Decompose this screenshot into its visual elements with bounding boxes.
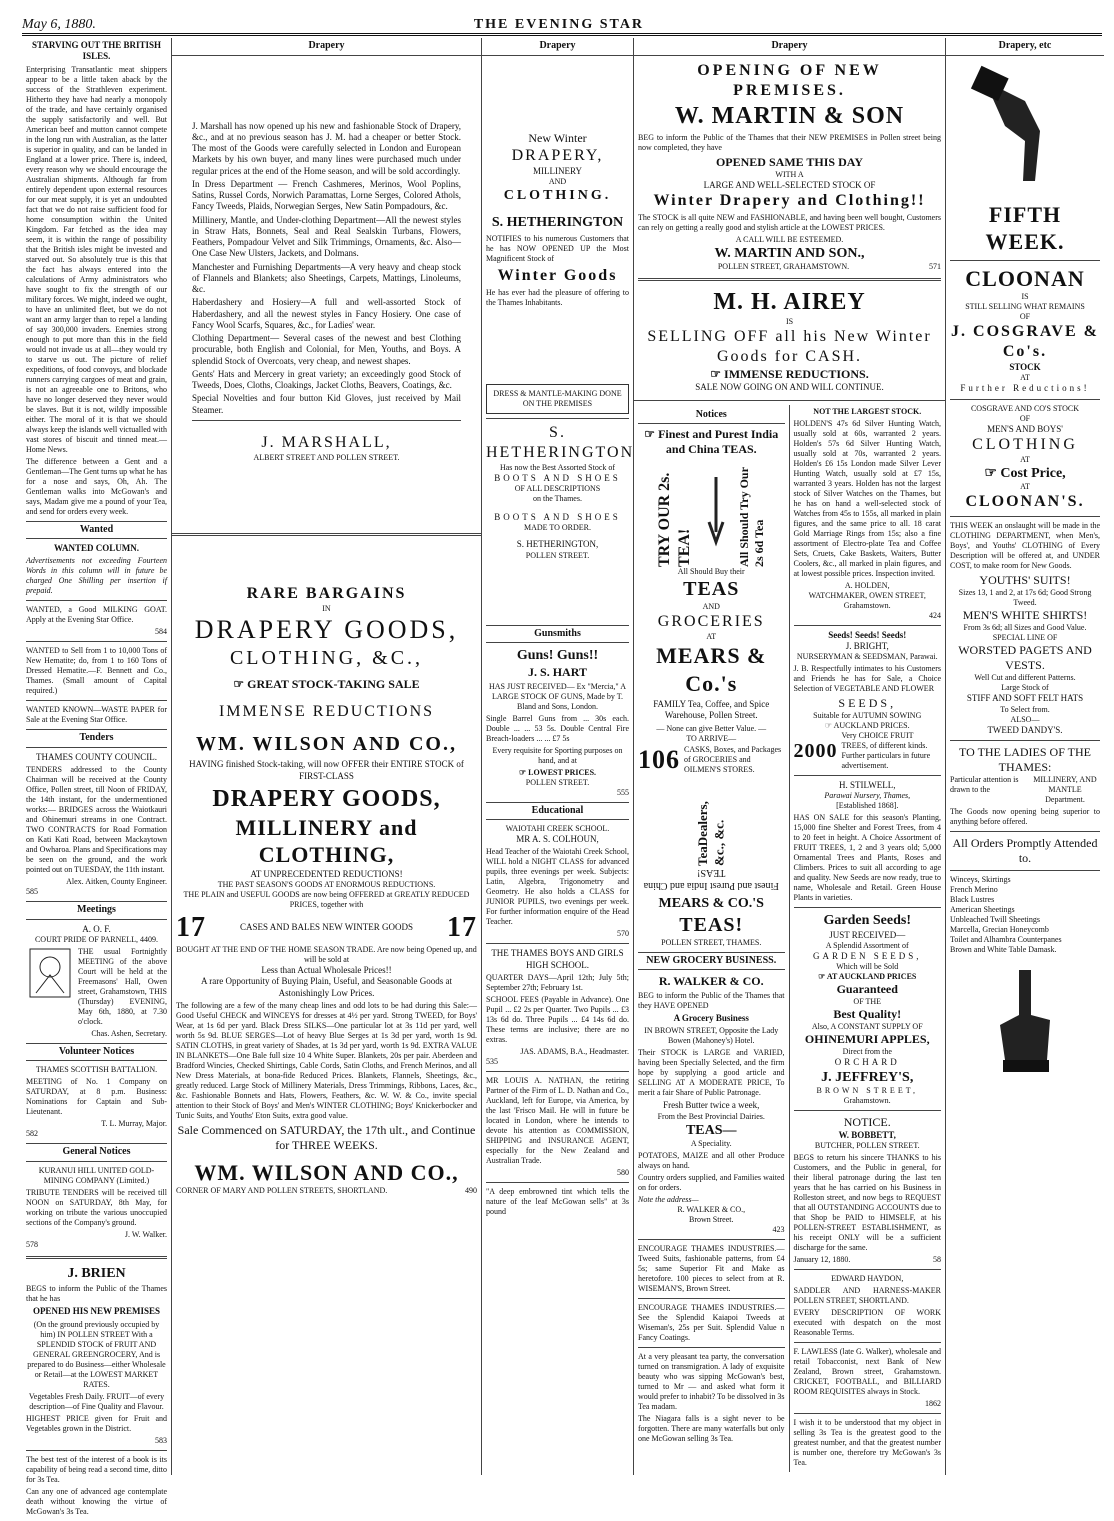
which-sold: Which will be Sold <box>836 962 899 972</box>
all-orders: All Orders Promptly Attended to. <box>952 835 1098 865</box>
and-word: AND <box>548 176 567 186</box>
council-title: THAMES COUNTY COUNCIL. <box>36 751 157 762</box>
martin-name: W. MARTIN & SON <box>674 102 905 129</box>
teas-heading-2: TEAS! <box>679 913 744 936</box>
meeting-signature: Chas. Ashen, Secretary. <box>91 1028 167 1038</box>
jeffreys-street: BROWN STREET, <box>816 1086 918 1095</box>
guns-heading: Guns! Guns!! <box>516 648 599 663</box>
bright-name: J. BRIGHT, <box>845 640 889 651</box>
notifies-text: NOTIFIES to his numerous Customers that he has NOW OPENED UP the Most Magnificent Stock of <box>486 233 629 263</box>
large-stock: LARGE AND WELL-SELECTED STOCK OF <box>703 179 876 190</box>
drapery-word: DRAPERY, <box>511 146 604 164</box>
column-4 <box>634 38 946 1475</box>
pointing-hand-icon: ☞ <box>233 677 248 692</box>
pointing-hand-icon: ☞ <box>984 465 1001 481</box>
section-notices: Notices <box>638 407 785 425</box>
country-orders: Country orders supplied, and Families waited on for orders. <box>638 1173 785 1192</box>
advanced-age-para: Can any one of advanced age contemplate death without knowing the virtue of McGowan's 3s Tea. <box>26 1486 167 1516</box>
stilwell-name: H. STILWELL, <box>838 780 896 790</box>
best-assorted: Has now the Best Assorted Stock of <box>499 462 616 472</box>
youths-suits: YOUTHS' SUITS! <box>979 573 1071 588</box>
saddler: SADDLER AND HARNESS-MAKER POLLEN STREET, SHORTLAND. <box>793 1286 941 1306</box>
hetherington-name-2: S. HETHERINGTON <box>486 423 635 461</box>
teas-heading: TEAS <box>683 578 740 600</box>
at-auckland: ☞ AT AUCKLAND PRICES <box>818 972 917 982</box>
nurseryman: NURSERYMAN & SEEDSMAN, Parawai. <box>796 652 938 661</box>
wilson-address: CORNER OF MARY AND POLLEN STREETS, SHORTLAND. <box>176 1186 388 1196</box>
cloonan-name: CLOONAN <box>965 265 1085 291</box>
list-item: Winceys, Skirtings <box>950 874 1011 884</box>
established: [Established 1868]. <box>836 801 899 811</box>
hart-received: HAS JUST RECEIVED— Ex "Mercia," A LARGE STOCK OF GUNS, Made by T. Bland and Sons, London. <box>488 681 627 711</box>
at-1: AT <box>1020 373 1030 383</box>
past-season: THE PAST SEASON'S GOODS AT ENORMOUS REDUCTIONS. <box>217 880 436 889</box>
brien-text2: (On the ground previously occupied by him) IN POLLEN STREET With a SPLENDID STOCK of FRUIT AND GENERAL GREENGROCERY, And is prepared to do Business—either Wholesale or Retail—at the LOWEST MARKET RATES. <box>27 1319 166 1389</box>
also-supply: Also, A CONSTANT SUPPLY OF <box>811 1022 923 1032</box>
airey-name: M. H. AIREY <box>713 289 866 316</box>
this-week: THIS WEEK an onslaught will be made in the CLOTHING DEPARTMENT, when Men's, Boys', and Youths' CLOTHING of Every Description will be offered at, and UNDER COST, to make room for New Goods. <box>950 521 1100 571</box>
cloonan-is: IS <box>1021 292 1029 301</box>
immense-reductions: IMMENSE REDUCTIONS <box>218 703 435 721</box>
boots-shoes-2: BOOTS AND SHOES <box>494 512 621 522</box>
well-cut: Well Cut and different Patterns. <box>974 673 1076 683</box>
wanted-waste-paper: WANTED KNOWN—WASTE PAPER for Sale at the Evening Star Office. <box>26 705 167 725</box>
cosgrave-stock: COSGRAVE AND CO'S STOCK <box>970 403 1080 413</box>
in-label: IN <box>322 603 331 613</box>
fruit-trees: Very CHOICE FRUIT TREES, of different kinds. Further particulars in future advertisement. <box>841 731 931 770</box>
cloonans: CLOONAN'S. <box>965 493 1085 511</box>
marshall-intro: J. Marshall has now opened up his new and fashionable Stock of Drapery, &c., and at no previous season has J. M. had a cheaper or better Stock. The most of the Goods were carefully selected in London and European Markets by his own buyer, and many lines were purchased much under regular prices at the end of the Home season, and will be sold accordingly. <box>192 120 461 176</box>
martin-address: POLLEN STREET, GRAHAMSTOWN. <box>717 262 850 272</box>
bright-text: J. B. Respectfully intimates to his Customers and Friends he has for Sale, a Choice Selection of VEGETABLE AND FLOWER <box>793 664 941 693</box>
with-a: WITH A <box>775 169 804 179</box>
made-to-order: MADE TO ORDER. <box>523 523 592 533</box>
seventeen-right: 17 <box>447 912 477 943</box>
guns-list: Single Barrel Guns from ... 30s each. Double ... ... 53 5s. Double Central Fire Breach-loaders ... ... £7 5s <box>486 713 629 743</box>
family-warehouse: FAMILY Tea, Coffee, and Spice Warehouse, Pollen Street. <box>653 699 770 721</box>
drapery-goods-heading: DRAPERY GOODS, <box>194 614 459 644</box>
parawai-nursery: Parawai Nursery, Thames, <box>824 791 911 801</box>
try-our-tea: TRY OUR 2s. TEA! <box>656 472 694 567</box>
of-2: OF <box>1019 413 1031 423</box>
jeffreys-town: Grahamstown. <box>843 1096 891 1105</box>
tea-party: At a very pleasant tea party, the conversation turned on transmigration. A lady of exquisite beauty who was sipping McGowan's best, turned to Mr — and asked what form it would prefer to inhabit? To be dissolved in 3s Tea madam. <box>638 1352 785 1411</box>
walker-text: BEG to inform the Public of the Thames that they HAVE OPENED <box>638 991 785 1010</box>
pointing-hand-icon: ☞ <box>818 972 827 982</box>
bobbett-date: January 12, 1880. <box>793 1255 851 1265</box>
section-volunteer: Volunteer Notices <box>26 1043 167 1062</box>
also-label: ALSO— <box>1010 714 1040 724</box>
holden-address: WATCHMAKER, OWEN STREET, Grahamstown. <box>808 590 926 610</box>
airey-immense: ☞ IMMENSE REDUCTIONS. <box>710 367 869 382</box>
butcher: BUTCHER, POLLEN STREET. <box>814 1141 920 1151</box>
battalion-title: THAMES SCOTTISH BATTALION. <box>35 1065 158 1075</box>
white-shirts: MEN'S WHITE SHIRTS! <box>962 608 1088 623</box>
cases-bales: CASES AND BALES NEW WINTER GOODS <box>240 921 413 932</box>
seeds-heading: Seeds! Seeds! Seeds! <box>828 629 907 640</box>
marshall-haberdashery: Haberdashery and Hosiery—A full and well-assorted Stock of Haberdashery, and all the newest styles in Fancy Hosiery. One case of Fancy Wool Scarfs, Squares, &c., for Ladies' wear. <box>192 297 461 330</box>
nathan-number: 580 <box>617 1167 629 1177</box>
pointing-hand-up-icon <box>985 965 1065 1075</box>
hart-pollen: POLLEN STREET. <box>525 777 590 787</box>
wanted-goat: WANTED, a Good MILKING GOAT. Apply at the Evening Star Office. <box>26 605 167 625</box>
marshall-manchester: Manchester and Furnishing Departments—A very heavy and cheap stock of Flannels and Blankets; also Sheetings, Carpets, Mattings, Linoleums, &c. <box>192 261 461 294</box>
bought-text: BOUGHT AT THE END OF THE HOME SEASON TRADE. Are now being Opened up, and will be sold at <box>176 945 477 964</box>
encourage-2: ENCOURAGE THAMES INDUSTRIES.—See the Splendid Kaiapoi Tweeds at Wiseman's, 25s per Suit. Splendid Value n Fancy Coatings. <box>638 1303 785 1342</box>
at-label: AT <box>706 632 717 641</box>
splendid-assortment: A Splendid Assortment of <box>825 941 909 950</box>
haydon-name: EDWARD HAYDON, <box>831 1274 904 1284</box>
article-title-starving: STARVING OUT THE BRITISH ISLES. <box>32 40 161 62</box>
marshall-dress: In Dress Department — French Cashmeres, Merinos, Wool Poplins, Satins, Russel Cords, Norwich Paramattas, Lorne Serges, Colored Athols, Fancy Tweeds, Plaids, Norwegian Serges, New Satin Pompadours, &c. <box>192 178 461 212</box>
masthead <box>22 14 1102 36</box>
of-1: OF <box>1019 312 1031 321</box>
section-drapery-2: Drapery <box>172 38 481 56</box>
fresh-butter: Fresh Butter twice a week, <box>663 1100 760 1111</box>
guaranteed: Guaranteed <box>836 982 898 997</box>
millinery-word: MILLINERY <box>533 165 582 176</box>
pollen-thames: POLLEN STREET, THAMES. <box>661 937 762 947</box>
lowest-prices: ☞ LOWEST PRICES. <box>518 767 597 777</box>
martin-name-2: W. MARTIN AND SON., <box>714 245 865 261</box>
i-wish: I wish it to be understood that my object in selling 3s Tea is the greatest good to the greatest number, and that the greatest number is number one, therefore try McGowan's 3s Tea. <box>793 1418 941 1468</box>
martin-number: 571 <box>928 262 941 272</box>
number-106: 106 <box>638 744 680 774</box>
brien-text3: Vegetables Fresh Daily. FRUIT—of every description—of Fine Quality and Flavour. <box>28 1391 165 1411</box>
and-label: AND <box>702 602 720 611</box>
best-test-para: The best test of the interest of a book is its capability of being read a second time, ditto for 3s Tea. <box>26 1454 167 1484</box>
notice-heading: NOTICE. <box>843 1115 891 1129</box>
column-2 <box>172 38 482 1475</box>
article-starving-text: Enterprising Transatlantic meat shippers appear to be a little taken aback by the success of the Strathleven experiment. Hitherto they have had nearly a monopoly of the trade, and have certainly organised the supply satisfactorily and well. But American beef and mutton cannot compete in the long run with Australian, as the latter is superior in quality, and can be landed in England at a lower price. There is, indeed, every reason why we should encourage the Australian shipments. Although far from entirely dependent upon external resources for our meat supply, it is yet an undoubted fact that we do not raise sufficient food for home consumption within the United Kingdom. Far fetched as the idea may seem, it is within the range of possibility that the British isles might be invested and starved out. So absolutely true is this that the fact has always entered into the calculations of Army administrators who have sought to fix the strength of our military forces. We might, indeed we ought, to have an unlimited fleet, but we do not want an army larger than to repel a landing of say 300,000 invaders. Enemies strong enough to put more than this in the field would not invade us at all—they would try to starve us out. The picture of relief expeditions, of food convoys, and blockade runners carrying cargoes of meat and grain, is not an agreeable one to Britons, who have no longer deserved they never would be slaves. But it is not, wildly impossible either. The moral of it is that we should always keep the islands well victualled with vast stores of biscuit and tinned meat.—Home News. <box>26 64 167 454</box>
millinery-mantle: MILLINERY, AND MANTLE Department. <box>1033 774 1097 804</box>
clothing-heading: CLOTHING, &C., <box>229 647 424 670</box>
colhoun-text: Head Teacher of the Waiotahi Creek School, WILL hold a NIGHT CLASS for advanced pupils, three evenings per week. Subjects: Latin, Algebra, Trigonometry and Geometry. He also holds a CLASS for JUNIOR PUPILS, two evenings per week. For further information enquire of the Head Teacher. <box>486 847 629 927</box>
bobbett-text: BEGS to return his sincere THANKS to his Customers, and the Public in general, for their liberal patronage during the last ten years that he has carried on his Business in Rolleston street, and now begs to REQUEST that all OUTSTANDING ACCOUNTS due to that Shop be PAID to HIMSELF, at his POLLEN-STREET ESTABLISHMENT, as his receipt ONLY will be a sufficient discharge for the same. <box>793 1153 941 1253</box>
wanted-column-text: Advertisements not exceeding Fourteen Words in this column will in future be charged One Shilling per insertion if prepaid. <box>26 556 167 596</box>
of-all-desc: OF ALL DESCRIPTIONS <box>514 484 601 493</box>
sizes: Sizes 13, 1 and 2, at 17s 6d; Good Strong Tweed. <box>958 588 1092 608</box>
rare-bargains: RARE BARGAINS <box>246 584 407 602</box>
further-reductions: Further Reductions! <box>960 383 1090 394</box>
speciality: A Speciality. <box>690 1139 732 1148</box>
winter-drapery-clothing: Winter Drapery and Clothing!! <box>653 191 926 209</box>
at-2: AT <box>1020 454 1030 464</box>
section-drapery-4: Drapery <box>634 38 945 56</box>
boots-shoes: BOOTS AND SHOES <box>494 472 621 483</box>
to-arrive: TO ARRIVE— <box>686 733 737 743</box>
goods-now-opening: The Goods now opening being superior to anything before offered. <box>950 806 1100 826</box>
battalion-number: 582 <box>26 1129 38 1139</box>
brien-opened: OPENED HIS NEW PREMISES <box>32 1306 161 1317</box>
pointing-hand-icon: ☞ <box>518 767 529 777</box>
marshall-name: J. MARSHALL, <box>261 433 392 451</box>
seeds-word: SEEDS, <box>838 696 897 710</box>
stock-word: STOCK <box>1009 362 1041 372</box>
still-selling: STILL SELLING WHAT REMAINS <box>965 302 1085 311</box>
none-can: — None can give Better Value. — <box>656 723 767 733</box>
newspaper-title: THE EVENING STAR <box>473 17 645 32</box>
fees-signature: JAS. ADAMS, B.A., Headmaster. <box>520 1046 629 1056</box>
issue-date: May 6, 1880. <box>22 17 96 32</box>
cosgrave-name: J. COSGRAVE & Co's. <box>951 323 1099 360</box>
marshall-address: ALBERT STREET AND POLLEN STREET. <box>253 452 400 462</box>
sale-now: SALE NOW GOING ON AND WILL CONTINUE. <box>695 382 884 393</box>
ohinemuri-apples: OHINEMURI APPLES, <box>804 1032 930 1047</box>
mears-name: MEARS & Co.'s <box>656 643 767 696</box>
kuranui-title: KURANUI HILL UNITED GOLD-MINING COMPANY (Limited.) <box>38 1165 155 1185</box>
to-the-ladies: TO THE LADIES OF THE THAMES: <box>959 744 1091 774</box>
marshall-clothing: Clothing Department— Several cases of the newest and best Clothing procurable, both English and Colonial, for Men, Youths, and Boys. A splendid Stock of Overcoats, very cheap, and newest shapes. <box>192 333 461 366</box>
column-3 <box>482 38 634 1475</box>
finest-purest: ☞ Finest and Purest India and China TEAS. <box>644 427 779 456</box>
every-requisite: Every requisite for Sporting purposes on hand, and at <box>492 745 623 765</box>
walker-name-2: R. WALKER & CO., <box>677 1205 746 1214</box>
wilson-name-2: WM. WILSON AND CO., <box>194 1159 459 1185</box>
brien-name: J. BRIEN <box>67 1265 126 1281</box>
court-title: COURT PRIDE OF PARNELL, 4409. <box>34 934 159 944</box>
waiotahi-school: WAIOTAHI CREEK SCHOOL. <box>505 824 610 833</box>
every-description: EVERY DESCRIPTION OF WORK executed with despatch on the most Reasonable Terms. <box>793 1308 941 1338</box>
from-3s: From 3s 6d; all Sizes and Good Value. <box>963 623 1087 633</box>
aof-title: A. O. F. <box>82 923 111 934</box>
opening-premises: OPENING OF NEW PREMISES. <box>697 61 882 99</box>
jeffreys-name: J. JEFFREY'S, <box>821 1069 914 1085</box>
of-the: OF THE <box>853 997 882 1007</box>
brien-text: BEGS to inform the Public of the Thames that he has <box>26 1284 167 1304</box>
at-3: AT <box>1020 482 1030 492</box>
garden-seeds-2: GARDEN SEEDS, <box>812 951 922 961</box>
marshall-gents: Gents' Hats and Mercery in great variety; an exceedingly good Stock of Tweeds, Does, Cloths, Cloakings, Jacket Cloths, Beavers, Coatings, &c. <box>192 368 461 390</box>
difference-para: The difference between a Gent and a Gentleman—The Gent turns up what he has for a nose and says, Oh, Ah. The Gentleman walks into McGowan's and says, Madam give me a pound of your Tea, and send for orders every week. <box>26 456 167 516</box>
wanted-goat-number: 584 <box>155 627 167 637</box>
list-item: Black Lustres <box>950 894 995 904</box>
pointing-hand-icon: ☞ <box>824 721 834 730</box>
stiff-soft-hats: STIFF AND SOFT FELT HATS <box>966 693 1084 704</box>
drapery-goods-heading-2: DRAPERY GOODS, <box>212 785 441 812</box>
tenders-text: TENDERS addressed to the County Chairman will be received at the County Office, Pollen street, till Noon of FRIDAY, the 14th instant, for the undermentioned works:— BRIDGES across the Waiotkauri and Ohinemuri streams in one Contract. TWO CONTRACTS for Road Formation on Kati Kati Road, between Mackaytown and Owharoa. Plans and Specifications may be seen on the ground, and the work pointed out on TUESDAY, the 11th instant. <box>26 765 167 874</box>
number-2000: 2000 <box>793 739 838 762</box>
large-stock-5: Large Stock of <box>1001 683 1049 693</box>
millinery-clothing-heading: MILLINERY and CLOTHING, <box>235 814 418 868</box>
fees-number: 535 <box>486 1056 498 1066</box>
stock-large: Their STOCK is LARGE and VARIED, having been Specially Selected, and the firm hope by supplying a good article and SELLING AT A MODERATE PRICE, To merit a fair Share of Public Patronage. <box>638 1048 785 1098</box>
sale-commenced: Sale Commenced on SATURDAY, the 17th ult., and Continue for THREE WEEKS. <box>177 1122 476 1152</box>
hart-number: 555 <box>617 787 629 797</box>
particular-attention: Particular attention is drawn to the <box>950 774 1019 794</box>
section-meetings: Meetings <box>26 901 167 920</box>
direct-from: Direct from the <box>842 1047 892 1057</box>
wanted-column-title: WANTED COLUMN. <box>53 543 139 553</box>
pollen-street: POLLEN STREET. <box>525 550 590 560</box>
thames-high-school: THE THAMES BOYS AND GIRLS HIGH SCHOOL. <box>491 948 624 970</box>
walker-brown-street: Brown Street. <box>689 1215 734 1224</box>
auckland-prices: ☞ AUCKLAND PRICES. <box>824 721 910 730</box>
section-educational: Educational <box>486 802 629 821</box>
lawless-number: 1862 <box>925 1399 941 1409</box>
hetherington-name: S. HETHERINGTON <box>491 215 624 231</box>
potatoes: POTATOES, MAIZE and all other Produce always on hand. <box>638 1151 785 1170</box>
to-select: To Select from. <box>1000 704 1050 714</box>
lawless-text: F. LAWLESS (late G. Walker), wholesale and retail Tobacconist, next Bank of New Zealand, Brown street, Grahamstown. CRICKET, FOOTBALL, and BILLIARD ROOM REQUISITES always in Stock. <box>793 1347 941 1397</box>
section-gunsmiths: Gunsmiths <box>486 625 629 644</box>
all-should-buy: All Should Buy their <box>677 567 745 576</box>
stocktaking-sale: ☞ GREAT STOCK-TAKING SALE <box>233 677 420 692</box>
martin-stock-text: The STOCK is all quite NEW and FASHIONABLE, and having been well bought, Customers can rely on getting a really good and stylish article at the LOWEST PRICES. <box>638 212 941 232</box>
wanted-hematite: WANTED to Sell from 1 to 10,000 Tons of New Hematite; do, from 1 to 160 Tons of Dressed Hematite.—F. Bennett and Co., Thames. (Small amount of Capital required.) <box>26 646 167 696</box>
seventeen-left: 17 <box>176 912 206 943</box>
tenders-number: 585 <box>26 887 38 896</box>
section-general: General Notices <box>26 1143 167 1162</box>
fifth-week: FIFTH WEEK. <box>985 201 1065 254</box>
battalion-signature: T. L. Murray, Major. <box>101 1119 167 1129</box>
all-should-try: All Should Try Our 2s 6d Tea <box>737 467 767 567</box>
opened-same: OPENED SAME THIS DAY <box>715 154 864 169</box>
walker-name: R. WALKER & CO. <box>658 974 764 988</box>
hetherington-name-3: S. HETHERINGTON, <box>516 539 599 550</box>
tenders-signature: Alex. Aitken, County Engineer. <box>66 877 167 886</box>
autumn-sowing: Suitable for AUTUMN SOWING <box>813 711 922 720</box>
grocery-business: A Grocery Business <box>673 1013 749 1023</box>
walker-number: 423 <box>772 1225 785 1234</box>
kuranui-text: TRIBUTE TENDERS will be received till NOON on SATURDAY, 8th May, for working on tribute the various unoccupied sections of the Company's ground. <box>26 1187 167 1227</box>
worsted: WORSTED PAGETS AND VESTS. <box>958 643 1092 673</box>
list-item: Unbleached Twill Sheetings <box>950 914 1040 924</box>
following-list: The following are a few of the many cheap lines and odd lots to be had during this Sale:— Good Useful CHECK and WINCEYS for dresses at 4½ per yard. Strong TWEED, for Boys' Wear, at 1s 6d per yard. Black Dress SILKS—One particular lot at 3s 11d per yard, well worth 5s 9d. BLUE SERGES—Lot of heavy Blue Serges at 1s 3d per yard, worth 1s 9d. SATIN CLOTHS, in great variety of Shades, at 1s 3d per yard, worth 1s 9d. EXTRA VALUE IN BLANKETS—One Bale full size 10 4 White Super. Blankets, 20s per pair. Aberdeen and Bradford Wincies, Checked Shirtings, Cable Cords, Satin Cloths, and French Merinos, and all New Dress Materials, at bona-fide Reduced Prices. Blankets, Flannels, Sheetings, &c., greatly reduced. Large Stock of Millinery Materials, Dress Trimmings, Ribbons, Laces, &c., &c. Fashionable Bonnets and Hats, Flowers, Feathers, &c. W. W. & Co., invite special attention to their Stock of Boys' and Men's WINTER CLOTHING; Boys' Knickerbocker and Tunic Suits, and Youths' Eton Suits, extra good value. <box>176 1000 477 1120</box>
selling-off: SELLING OFF all his New Winter Goods for CASH. <box>647 328 932 366</box>
colhoun-number: 570 <box>617 929 629 939</box>
special-line: SPECIAL LINE OF <box>992 633 1058 643</box>
new-grocery-business: NEW GROCERY BUSINESS. <box>638 952 785 971</box>
marshall-millinery: Millinery, Mantle, and Under-clothing Department—All the newest styles in Straw Hats, Bonnets, Seal and Real Sealskin Turbans, Flowers, Feathers, Pompadour Velvet and Silk Trimmings, Ornaments, &c. Also—One Case New Ulsters, Jackets, and Dolmans. <box>192 214 461 259</box>
less-than-wholesale: Less than Actual Wholesale Prices!! <box>261 965 392 975</box>
clothing-word: CLOTHING. <box>503 187 612 203</box>
just-received: JUST RECEIVED— <box>829 929 906 940</box>
niagara: The Niagara falls is a sight never to be forgotten. There are many waterfalls but only one McGowan selling 3s Tea. <box>638 1414 785 1443</box>
brien-number: 583 <box>155 1435 167 1445</box>
wilson-name: WM. WILSON AND CO., <box>196 733 457 756</box>
school-fees: SCHOOL FEES (Payable in Advance). One Pupil ... £2 2s per Quarter. Two Pupils ... £3 13s 6d do. Three Pupils ... £4 14s 6d do. These terms are inclusive; there are no extras. <box>486 994 629 1044</box>
martin-begs: BEG to inform the Public of the Thames that their NEW PREMISES in Pollen street being now completed, they have <box>638 132 941 152</box>
new-winter: New Winter <box>528 130 587 145</box>
pointing-hand-icon: ☞ <box>710 367 725 382</box>
clothing-heading-5: CLOTHING <box>972 435 1078 453</box>
in-brown-street: IN BROWN STREET, Opposite the Lady Bowen (Mahoney's) Hotel. <box>644 1026 779 1046</box>
list-item: French Merino <box>950 884 998 894</box>
pointing-hand-icon: ☞ <box>644 427 659 441</box>
section-drapery-etc: Drapery, etc <box>946 38 1104 56</box>
emblem-icon <box>26 945 74 1001</box>
kuranui-signature: J. W. Walker. <box>124 1229 167 1239</box>
inverted-finest: Finest and Purest India and China TEAS! <box>643 867 779 891</box>
rare-opportunity: A rare Opportunity of Buying Plain, Useful, and Seasonable Goods at Astonishingly Low Prices. <box>201 976 452 998</box>
orchard: ORCHARD <box>834 1057 900 1068</box>
list-item: Toilet and Alhambra Counterpanes <box>950 934 1062 944</box>
section-wanted: Wanted <box>26 521 167 540</box>
column-5 <box>946 38 1104 1475</box>
list-item: American Sheetings <box>950 904 1015 914</box>
hart-name: J. S. HART <box>528 664 587 679</box>
note-address: Note the address— <box>638 1195 699 1204</box>
on-thames: on the Thames. <box>533 494 582 503</box>
kuranui-number: 578 <box>26 1239 38 1249</box>
tweed-dandys: TWEED DANDY'S. <box>987 724 1063 735</box>
pointing-hand-down-icon <box>965 71 1085 191</box>
list-item: Marcella, Grecian Honeycomb <box>950 924 1049 934</box>
from-best: From the Best Provincial Dairies. <box>657 1111 765 1121</box>
section-drapery-3: Drapery <box>482 38 633 56</box>
teas-heading-3: TEAS— <box>685 1122 737 1138</box>
encourage-1: ENCOURAGE THAMES INDUSTRIES.—Tweed Suits, fashionable patterns, from £4 5s; same Superior Fit and Make as heretofore. 100 pieces to select from at R. WISEMAN'S, Brown Street. <box>638 1244 785 1293</box>
deep-embrowned: "A deep embrowned tint which tells the nature of the leaf McGowan sells" at 3s pound <box>486 1186 629 1216</box>
mens-boys: MEN'S AND BOYS' <box>987 423 1063 434</box>
call-esteemed: A CALL WILL BE ESTEEMED. <box>735 234 844 244</box>
best-quality: Best Quality! <box>833 1007 902 1022</box>
having-text: HAVING finished Stock-taking, will now OFFER their ENTIRE STOCK of FIRST-CLASS <box>189 759 464 781</box>
he-has-text: He has ever had the pleasure of offering to the Thames Inhabitants. <box>486 287 629 307</box>
quarter-days: QUARTER DAYS—April 12th; July 5th; September 27th; February 1st. <box>486 972 629 992</box>
airey-is: IS <box>785 317 794 327</box>
holden-number: 424 <box>929 610 941 620</box>
section-tenders: Tenders <box>26 729 167 748</box>
column-1 <box>22 38 172 1516</box>
meeting-text: THE usual Fortnightly MEETING of the above Court will be held at the Freemasons' Hall, Owen street, Grahamstown, THIS (Thursday) EVENING, May 6th, 1880, at 7.30 o'clock. <box>78 946 167 1026</box>
stilwell-text: HAS ON SALE for this season's Planting, 15,000 fine Shelter and Forest Trees, from 4 to 20 feet in height. A Choice Assortment of FRUIT TREES, 1, 2 and 3 years old; 5,000 Ornamental Trees and Plants, Roses and Climbers. Prices to suit all according to age and quality. New Seeds are now ready, true to name, Wholesale and Retail. Green House Plants in varieties. <box>793 813 941 903</box>
casks-text: CASKS, Boxes, and Packages of GROCERIES and OILMEN'S STORES. <box>684 744 782 774</box>
winter-goods: Winter Goods <box>497 266 618 284</box>
holden-name: A. HOLDEN, <box>844 580 890 590</box>
brien-text4: HIGHEST PRICE given for Fruit and Vegetables grown in the District. <box>26 1413 167 1433</box>
groceries-heading: GROCERIES <box>657 613 765 630</box>
goods-list <box>950 875 1100 955</box>
mears-name-2: MEARS & CO.'S <box>658 896 764 911</box>
nathan-text: MR LOUIS A. NATHAN, the retiring Partner of the Firm of L. D. Nathan and Co., Auckland, left for Europe, via America, by the last 'Frisco Mail. He will in future be located in London, where he intends to devote his attention as COMMISSION, SHIPPING and INSURANCE AGENT, especially for the New Zealand and Australian Trade. <box>486 1075 629 1165</box>
marshall-special: Special Novelties and four button Kid Gloves, just received by Mail Steamer. <box>192 393 461 415</box>
cost-price: ☞ Cost Price, <box>984 465 1066 481</box>
bobbett-name: W. BOBBETT, <box>838 1130 896 1140</box>
holden-text: HOLDEN'S 47s 6d Silver Hunting Watch, usually sold at 60s, warranted 2 years. Holden's 57s 6d Silver Hunting Watch, usually sold at 70s, warranted 2 years. Holden's £6 15s London made Silver Lever Hunting Watch, usually sold at £7 15s, warranted 3 years. Holden has not the largest stock of Silver Watches on the Thames, but he has on hand a well-selected stock of Watches from 45s to 155s, all marked in plain figures, and the same price to all. 18 carat Gold Marriage Rings from 15s; also a fine assortment of Electro-plate Tea and Coffee Sets, Cruets, Cake Baskets, Waiters, Butter Coolers, &c., all marked in plain figures, and at lowest possible prices. Inspection invited. <box>793 418 941 578</box>
wilson-number: 490 <box>465 1186 477 1196</box>
tea-dealers-vertical: TeaDealers, &c., &c. <box>695 801 727 866</box>
dress-mantle-box: DRESS & MANTLE-MAKING DONE ON THE PREMISES <box>486 384 629 414</box>
unprecedented: AT UNPRECEDENTED REDUCTIONS! <box>250 868 403 879</box>
plain-useful: THE PLAIN and USEFUL GOODS are now being OFFERED at GREATLY REDUCED PRICES, together with <box>183 890 470 909</box>
battalion-text: MEETING of No. 1 Company on SATURDAY, at 8 p.m. Business: Nominations for Captain and Sub-Lieutenant. <box>26 1077 167 1117</box>
pointing-hand-icon <box>701 472 731 552</box>
not-largest-stock: NOT THE LARGEST STOCK. <box>813 406 922 416</box>
bobbett-number: 58 <box>933 1255 941 1265</box>
garden-seeds: Garden Seeds! <box>823 913 911 929</box>
colhoun-name: MR A. S. COLHOUN, <box>516 834 599 844</box>
list-item: Brown and White Table Damask. <box>950 944 1057 954</box>
